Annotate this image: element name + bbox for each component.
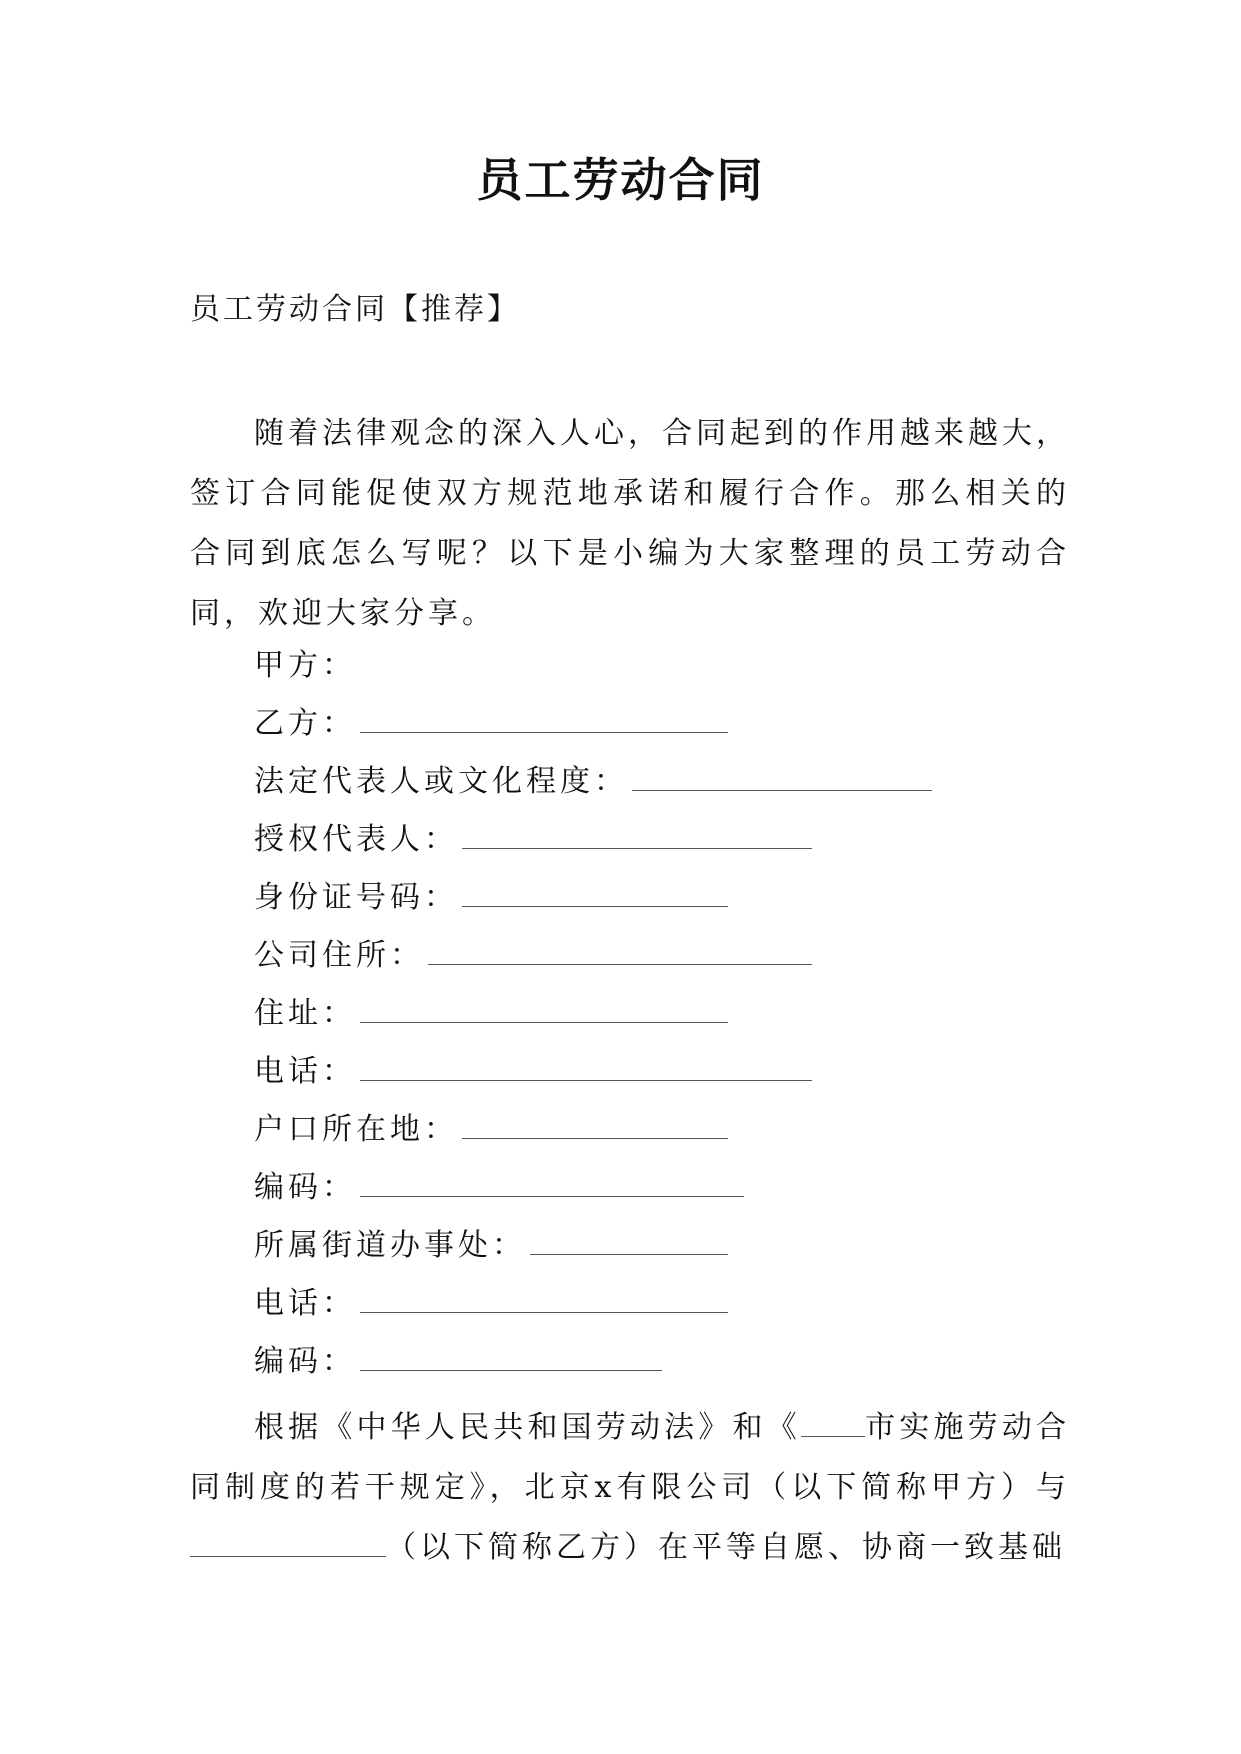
fill-in-blank[interactable] <box>360 1002 728 1023</box>
fill-in-blank[interactable] <box>462 886 728 907</box>
basis-text-2: 市实施劳动合同制度的若干规定》，北京x有限公司（以下简称甲方）与 <box>190 1410 1071 1505</box>
field-party-b <box>254 695 932 753</box>
field-label: 法定代表人或文化程度： <box>254 764 628 799</box>
field-phone-2 <box>254 1275 932 1333</box>
field-legal-representative <box>254 753 932 811</box>
basis-text-3: （以下简称乙方）在平等自愿、协商一致基础 <box>386 1530 1066 1565</box>
field-label: 授权代表人： <box>254 822 458 857</box>
field-label: 编码： <box>254 1344 356 1379</box>
field-label: 户口所在地： <box>254 1112 458 1147</box>
field-postal-code-2 <box>254 1333 932 1391</box>
field-subdistrict-office <box>254 1217 932 1275</box>
fill-in-blank[interactable] <box>360 1176 744 1197</box>
party-info-fields <box>254 637 932 1391</box>
field-household-registration <box>254 1101 932 1159</box>
field-company-address <box>254 927 932 985</box>
fill-in-blank[interactable] <box>801 1414 865 1437</box>
legal-basis-paragraph <box>190 1398 1070 1578</box>
field-label: 住址： <box>254 996 356 1031</box>
field-home-address <box>254 985 932 1043</box>
field-authorized-representative <box>254 811 932 869</box>
fill-in-blank[interactable] <box>360 1292 728 1313</box>
basis-text-1: 根据《中华人民共和国劳动法》和《 <box>254 1410 801 1445</box>
fill-in-blank[interactable] <box>360 712 728 733</box>
fill-in-blank[interactable] <box>462 828 812 849</box>
field-label: 公司住所： <box>254 938 424 973</box>
field-label: 电话： <box>254 1286 356 1321</box>
field-label: 乙方： <box>254 706 356 741</box>
field-phone <box>254 1043 932 1101</box>
fill-in-blank[interactable] <box>360 1060 812 1081</box>
field-label: 编码： <box>254 1170 356 1205</box>
field-label: 甲方： <box>254 648 356 683</box>
fill-in-blank[interactable] <box>190 1534 386 1557</box>
intro-paragraph: 随着法律观念的深入人心，合同起到的作用越来越大，签订合同能促使双方规范地承诺和履行合作。那么相关的合同到底怎么写呢？以下是小编为大家整理的员工劳动合同，欢迎大家分享。 <box>190 416 1070 631</box>
fill-in-blank[interactable] <box>632 770 932 791</box>
fill-in-blank[interactable] <box>462 1118 728 1139</box>
field-label: 身份证号码： <box>254 880 458 915</box>
document-title: 员工劳动合同 <box>476 153 765 207</box>
field-postal-code <box>254 1159 932 1217</box>
field-party-a <box>254 637 932 695</box>
fill-in-blank[interactable] <box>428 944 812 965</box>
field-id-number <box>254 869 932 927</box>
field-label: 电话： <box>254 1054 356 1089</box>
fill-in-blank[interactable] <box>530 1234 728 1255</box>
document-subtitle: 员工劳动合同【推荐】 <box>190 292 520 327</box>
field-label: 所属街道办事处： <box>254 1228 526 1263</box>
fill-in-blank[interactable] <box>360 1350 662 1371</box>
